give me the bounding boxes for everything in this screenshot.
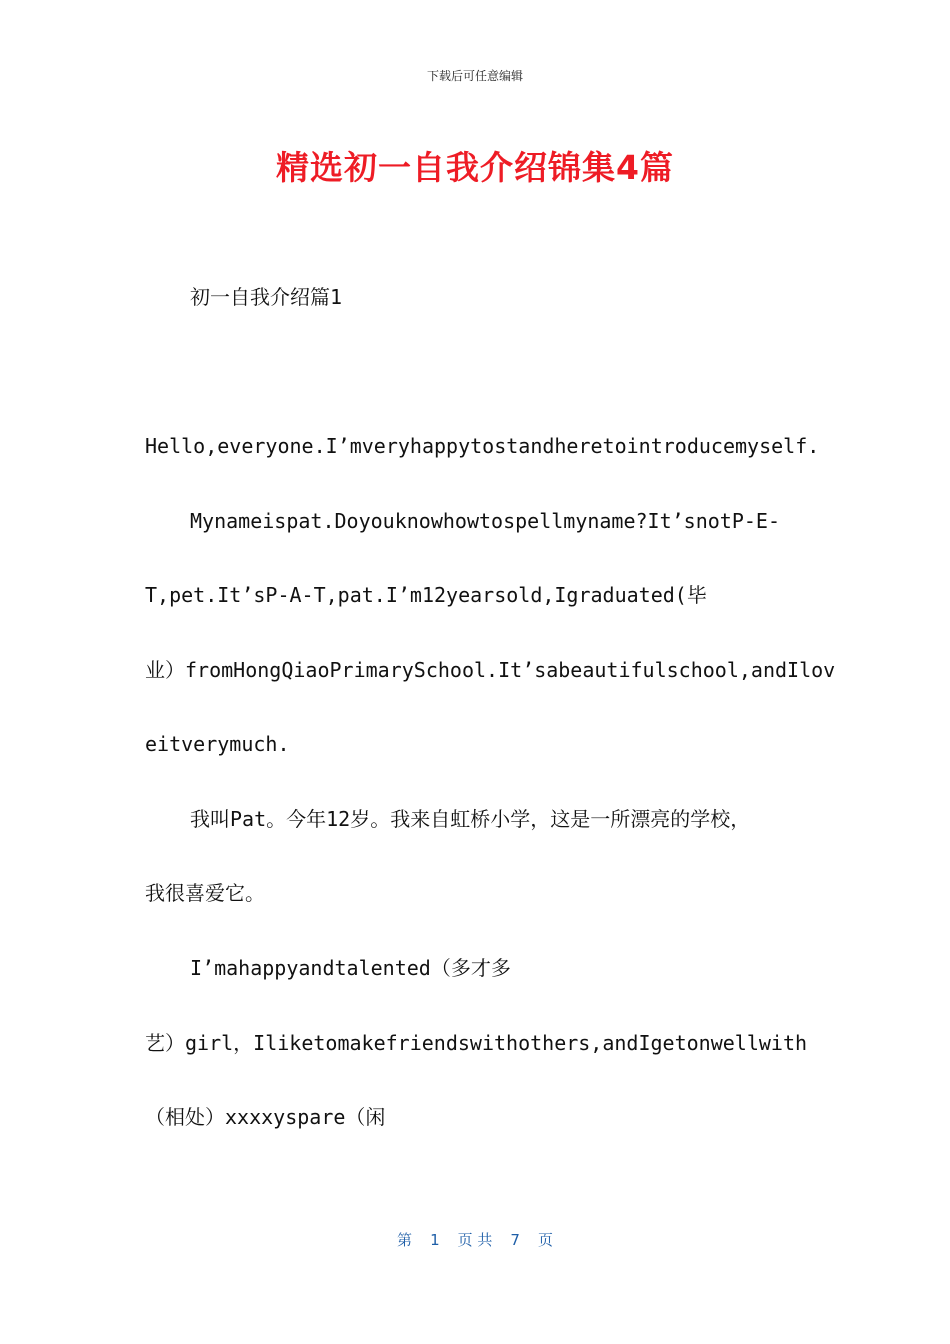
page-suffix: 页 xyxy=(537,1231,553,1249)
header-note: 下载后可任意编辑 xyxy=(426,69,523,83)
paragraph-line: eitverymuch. xyxy=(145,732,290,756)
paragraph-line: 艺）girl，Iliketomakefriendswithothers,andIgetonwellwith xyxy=(145,1031,808,1055)
page-number: 1 xyxy=(430,1231,440,1249)
paragraph-line: 我很喜爱它。 xyxy=(145,881,265,905)
page-footer xyxy=(0,1229,950,1250)
paragraph-line: Hello,everyone.I’mveryhappytostandheretointroducemyself. xyxy=(145,434,820,458)
paragraph-line: （相处）xxxxyspare（闲 xyxy=(145,1105,386,1129)
paragraph-line: T,pet.It’sP-A-T,pat.I’m12yearsold,Igraduated(毕 xyxy=(145,583,707,607)
page-middle: 页 共 xyxy=(457,1231,493,1249)
paragraph-line: 我叫Pat。今年12岁。我来自虹桥小学，这是一所漂亮的学校， xyxy=(190,807,751,831)
paragraph-line: 业）fromHongQiaoPrimarySchool.It’sabeautifulschool,andIlov xyxy=(145,658,836,682)
paragraph-line: I’mahappyandtalented（多才多 xyxy=(190,956,511,980)
section-heading: 初一自我介绍篇1 xyxy=(190,285,343,309)
paragraph-line: Mynameispat.Doyouknowhowtospellmyname?It’snotP-E- xyxy=(190,509,781,533)
page-prefix: 第 xyxy=(397,1231,413,1249)
document-title: 精选初一自我介绍锦集4篇 xyxy=(276,148,674,187)
total-pages: 7 xyxy=(510,1231,520,1249)
